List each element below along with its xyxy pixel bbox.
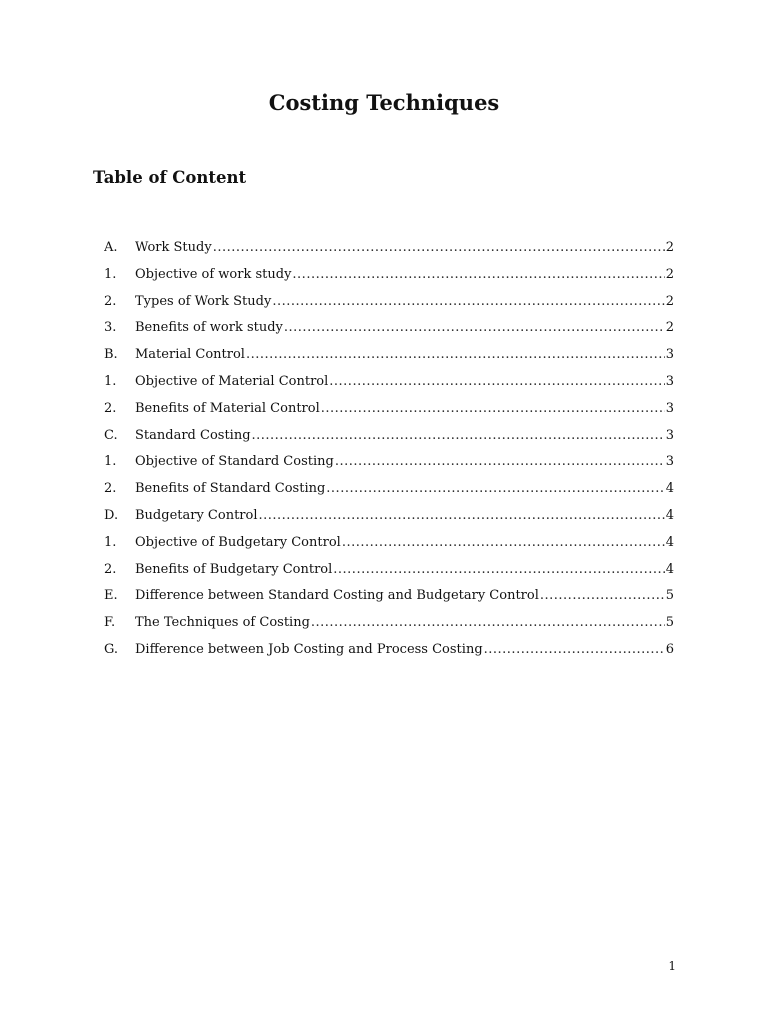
toc-entry[interactable] xyxy=(104,369,674,396)
toc-entry[interactable] xyxy=(104,449,674,476)
toc-entry-marker: G. xyxy=(104,641,119,657)
toc-entry-title: Work Study xyxy=(135,240,212,255)
toc-entry[interactable] xyxy=(104,557,674,584)
toc-dot-leader xyxy=(342,530,665,557)
toc-dot-leader xyxy=(333,557,664,584)
toc-dot-leader xyxy=(311,610,665,637)
toc-entry-title: Benefits of Standard Costing xyxy=(135,481,326,497)
toc-entry-page-number: 4 xyxy=(665,561,674,577)
toc-entry[interactable] xyxy=(104,503,674,530)
toc-entry-marker: 3. xyxy=(104,320,117,336)
toc-dot-leader xyxy=(284,315,665,342)
toc-entry-page-number: 2 xyxy=(665,320,674,336)
toc-entry-title: Difference between Standard Costing and Budgetary Control xyxy=(135,588,539,604)
toc-entry-title: Objective of Budgetary Control xyxy=(135,534,341,550)
toc-entry-title: Objective of work study xyxy=(135,266,292,282)
toc-dot-leader xyxy=(252,423,665,450)
toc-entry-page-number: 2 xyxy=(665,293,674,309)
toc-entry[interactable] xyxy=(104,289,674,316)
toc-entry-marker: B. xyxy=(104,347,118,363)
table-of-contents xyxy=(104,235,674,664)
toc-entry[interactable] xyxy=(104,262,674,289)
toc-entry-marker: 1. xyxy=(104,534,117,550)
toc-entry[interactable] xyxy=(104,342,674,369)
toc-entry[interactable] xyxy=(104,235,674,262)
toc-entry-page-number: 6 xyxy=(665,641,674,657)
toc-entry[interactable] xyxy=(104,315,674,342)
toc-dot-leader xyxy=(484,637,665,664)
toc-entry-marker: 1. xyxy=(104,373,117,389)
toc-entry-title: Benefits of work study xyxy=(135,320,283,336)
toc-entry-marker: 2. xyxy=(104,293,117,309)
toc-entry-marker: E. xyxy=(104,588,118,604)
toc-entry-page-number: 5 xyxy=(665,588,674,604)
toc-entry[interactable] xyxy=(104,396,674,423)
toc-entry[interactable] xyxy=(104,423,674,450)
toc-dot-leader xyxy=(272,289,664,316)
document-title: Costing Techniques xyxy=(268,90,500,115)
toc-entry-marker: 2. xyxy=(104,561,117,577)
toc-dot-leader xyxy=(246,342,665,369)
toc-entry[interactable] xyxy=(104,637,674,664)
toc-entry[interactable] xyxy=(104,530,674,557)
toc-heading: Table of Content xyxy=(93,168,247,187)
toc-dot-leader xyxy=(540,583,665,610)
toc-entry-marker: F. xyxy=(104,615,116,631)
toc-entry-title: Difference between Job Costing and Process Costing xyxy=(135,641,483,657)
toc-dot-leader xyxy=(292,262,664,289)
toc-entry-marker: A. xyxy=(104,240,118,255)
toc-entry-title: Budgetary Control xyxy=(135,507,258,523)
toc-entry-page-number: 3 xyxy=(665,427,674,443)
toc-entry-title: Standard Costing xyxy=(135,427,251,443)
toc-entry-page-number: 4 xyxy=(665,507,674,523)
toc-entry[interactable] xyxy=(104,476,674,503)
toc-dot-leader xyxy=(335,449,665,476)
page-number: 1 xyxy=(668,959,676,973)
toc-entry-marker: 1. xyxy=(104,266,117,282)
toc-entry-title: Types of Work Study xyxy=(135,293,272,309)
toc-entry-page-number: 2 xyxy=(665,266,674,282)
toc-entry-page-number: 3 xyxy=(665,454,674,470)
toc-entry-page-number: 3 xyxy=(665,373,674,389)
toc-dot-leader xyxy=(329,369,664,396)
toc-entry-marker: 2. xyxy=(104,400,117,416)
toc-entry-page-number: 5 xyxy=(665,615,674,631)
toc-dot-leader xyxy=(321,396,665,423)
toc-entry-marker: 1. xyxy=(104,454,117,470)
toc-entry[interactable] xyxy=(104,583,674,610)
toc-entry-title: Benefits of Material Control xyxy=(135,400,320,416)
toc-entry-title: The Techniques of Costing xyxy=(135,615,310,631)
toc-entry-marker: D. xyxy=(104,507,119,523)
toc-entry-page-number: 3 xyxy=(665,400,674,416)
toc-dot-leader xyxy=(259,503,665,530)
toc-entry-marker: C. xyxy=(104,427,118,443)
toc-entry-page-number: 3 xyxy=(665,347,674,363)
toc-entry-page-number: 2 xyxy=(665,240,674,255)
toc-entry-title: Objective of Material Control xyxy=(135,373,329,389)
toc-entry-marker: 2. xyxy=(104,481,117,497)
toc-dot-leader xyxy=(326,476,664,503)
toc-entry-title: Objective of Standard Costing xyxy=(135,454,334,470)
toc-dot-leader xyxy=(213,235,665,262)
toc-entry-page-number: 4 xyxy=(665,534,674,550)
toc-entry-title: Material Control xyxy=(135,347,245,363)
toc-entry-page-number: 4 xyxy=(665,481,674,497)
toc-entry[interactable] xyxy=(104,610,674,637)
toc-entry-title: Benefits of Budgetary Control xyxy=(135,561,333,577)
